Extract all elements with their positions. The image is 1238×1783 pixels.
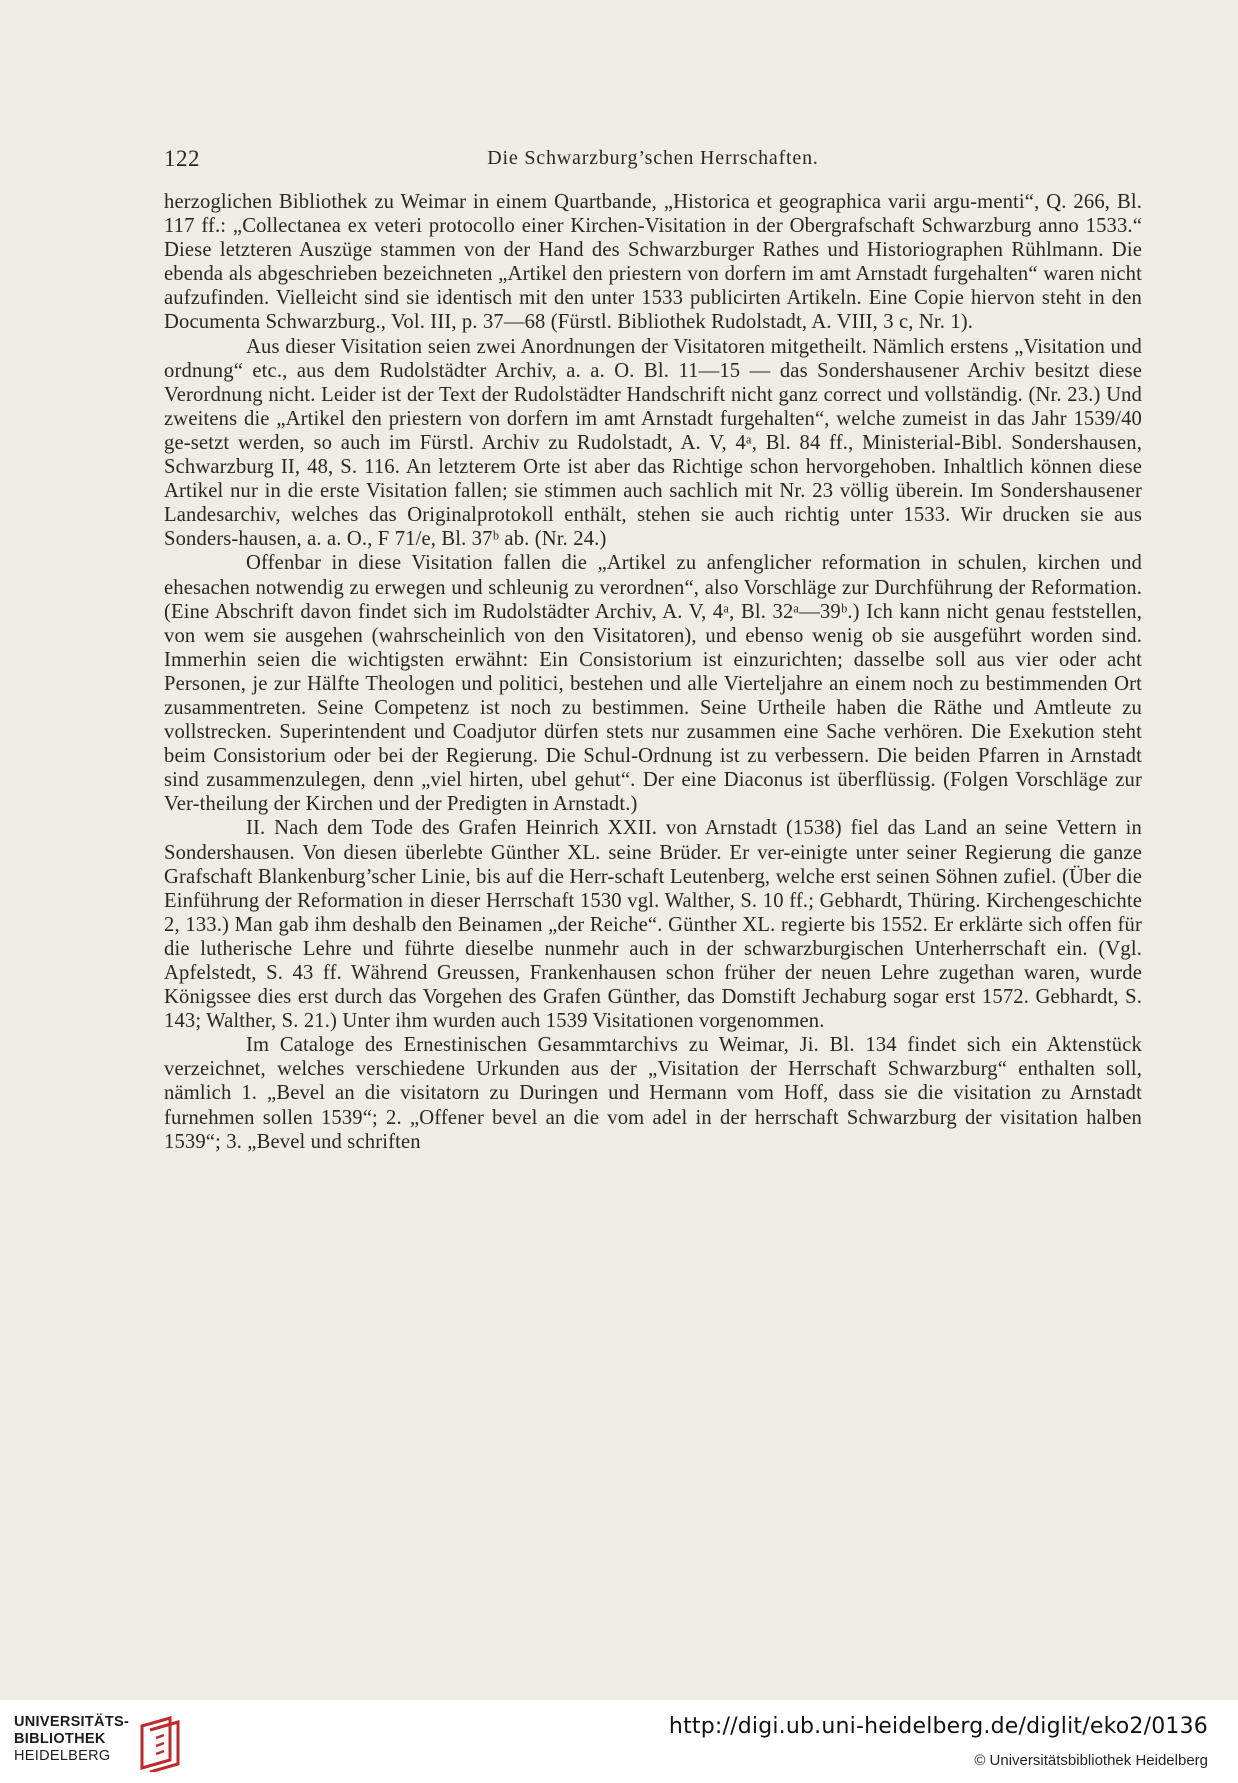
paragraph: herzoglichen Bibliothek zu Weimar in einem Quartbande, „Historica et geographica varii argu-menti“, Q. 266, Bl. 117 ff.: „Collectanea ex veteri protocollo einer Kirchen-Visitation in der Obergrafschaft Schwarzburg anno 1533.“ Diese letzteren Auszüge stammen von der Hand des Schwarzburger Rathes und Historiographen Rühlmann. Die ebenda als abgeschrieben bezeichneten „Artikel den priestern von dorfern im amt Arnstadt furgehalten“ waren nicht aufzufinden. Vielleicht sind sie identisch mit den unter 1533 publicirten Artikeln. Eine Copie hiervon steht in den Documenta Schwarzburg., Vol. III, p. 37—68 (Fürstl. Bibliothek Rudolstadt, A. VIII, 3 c, Nr. 1). <box>164 191 1142 334</box>
logo-text <box>14 1714 129 1765</box>
paragraph: Im Cataloge des Ernestinischen Gesammtarchivs zu Weimar, Ji. Bl. 134 findet sich ein Aktenstück verzeichnet, welches verschiedene Urkunden aus der „Visitation der Herrschaft Schwarzburg“ enthalten soll, nämlich 1. „Bevel an die visitatorn zu Duringen und Hermann vom Hoff, dass sie die visitation zu Arnstadt furnehmen sollen 1539“; 2. „Offener bevel an die vom adel in der herrschaft Schwarzburg der visitation halben 1539“; 3. „Bevel und schriften <box>164 1034 1142 1153</box>
logo-line: HEIDELBERG <box>14 1748 111 1764</box>
library-emblem-icon <box>134 1716 190 1772</box>
running-title: Die Schwarzburg’schen Herrschaften. <box>487 147 819 169</box>
logo-line: BIBLIOTHEK <box>14 1731 106 1747</box>
page-number: 122 <box>164 146 200 171</box>
library-logo <box>14 1714 204 1772</box>
footer-bar <box>0 1700 1238 1783</box>
permalink-url[interactable]: http://digi.ub.uni-heidelberg.de/diglit/eko2/0136 <box>668 1714 1208 1739</box>
page-header <box>164 146 1142 176</box>
paragraph: II. Nach dem Tode des Grafen Heinrich XXII. von Arnstadt (1538) fiel das Land an seine Vettern in Sondershausen. Von diesen überlebte Günther XL. seine Brüder. Er ver-einigte unter seiner Regierung die ganze Grafschaft Blankenburg’scher Linie, bis auf die Herr-schaft Leutenberg, welche erst seinen Söhnen zufiel. (Über die Einführung der Reformation in dieser Herrschaft 1530 vgl. Walther, S. 10 ff.; Gebhardt, Thüring. Kirchengeschichte 2, 133.) Man gab ihm deshalb den Beinamen „der Reiche“. Günther XL. regierte bis 1552. Er erklärte sich offen für die lutherische Lehre und führte dieselbe nunmehr auch in der schwarzburgischen Unterherrschaft ein. (Vgl. Apfelstedt, S. 43 ff. Während Greussen, Frankenhausen schon früher der neuen Lehre zugethan waren, wurde Königssee dies erst durch das Vorgehen des Grafen Günther, das Domstift Jechaburg sogar erst 1572. Gebhardt, S. 143; Walther, S. 21.) Unter ihm wurden auch 1539 Visitationen vorgenommen. <box>164 817 1142 1033</box>
copyright-notice: © Universitätsbibliothek Heidelberg <box>974 1752 1208 1769</box>
paragraph: Aus dieser Visitation seien zwei Anordnungen der Visitatoren mitgetheilt. Nämlich erstens „Visitation und ordnung“ etc., aus dem Rudolstädter Archiv, a. a. O. Bl. 11—15 — das Sondershausener Archiv besitzt diese Verordnung nicht. Leider ist der Text der Rudolstädter Handschrift nicht ganz correct und vollständig. (Nr. 23.) Und zweitens die „Artikel den priestern von dorfern im amt Arnstadt furgehalten“, welche zumeist in das Jahr 1539/40 ge-setzt werden, so auch im Fürstl. Archiv zu Rudolstadt, A. V, 4ᵃ, Bl. 84 ff., Ministerial-Bibl. Sondershausen, Schwarzburg II, 48, S. 116. An letzterem Orte ist aber das Richtige schon hervorgehoben. Inhaltlich können diese Artikel nur in die erste Visitation fallen; sie stimmen auch sachlich mit Nr. 23 völlig überein. Im Sondershausener Landesarchiv, welches das Originalprotokoll enthält, stehen sie auch richtig unter 1533. Wir drucken sie aus Sonders-hausen, a. a. O., F 71/e, Bl. 37ᵇ ab. (Nr. 24.) <box>164 335 1142 551</box>
logo-line: UNIVERSITÄTS- <box>14 1714 130 1730</box>
body-text <box>164 190 1142 1154</box>
paragraph: Offenbar in diese Visitation fallen die „Artikel zu anfenglicher reformation in schulen, kirchen und ehesachen notwendig zu erwegen und schleunig zu verordnen“, also Vorschläge zur Durchführung der Reformation. (Eine Abschrift davon findet sich im Rudolstädter Archiv, A. V, 4ᵃ, Bl. 32ᵃ—39ᵇ.) Ich kann nicht genau feststellen, von wem sie ausgehen (wahrscheinlich von den Visitatoren), und ebenso wenig ob sie ausgeführt worden sind. Immerhin seien die wichtigsten erwähnt: Ein Consistorium ist einzurichten; dasselbe soll aus vier oder acht Personen, je zur Hälfte Theologen und politici, bestehen und alle Vierteljahre an einem noch zu bestimmenden Ort zusammentreten. Seine Competenz ist noch zu bestimmen. Seine Urtheile haben die Räthe und Amtleute zu vollstrecken. Superintendent und Coadjutor dürfen stets nur zusammen eine Sache verhören. Die Exekution steht beim Consistorium oder bei der Regierung. Die Schul-Ordnung ist zu verbessern. Die beiden Pfarren in Arnstadt sind zusammenzulegen, denn „viel hirten, ubel gehut“. Der eine Diaconus ist überflüssig. (Folgen Vorschläge zur Ver-theilung der Kirchen und der Predigten in Arnstadt.) <box>164 552 1142 816</box>
